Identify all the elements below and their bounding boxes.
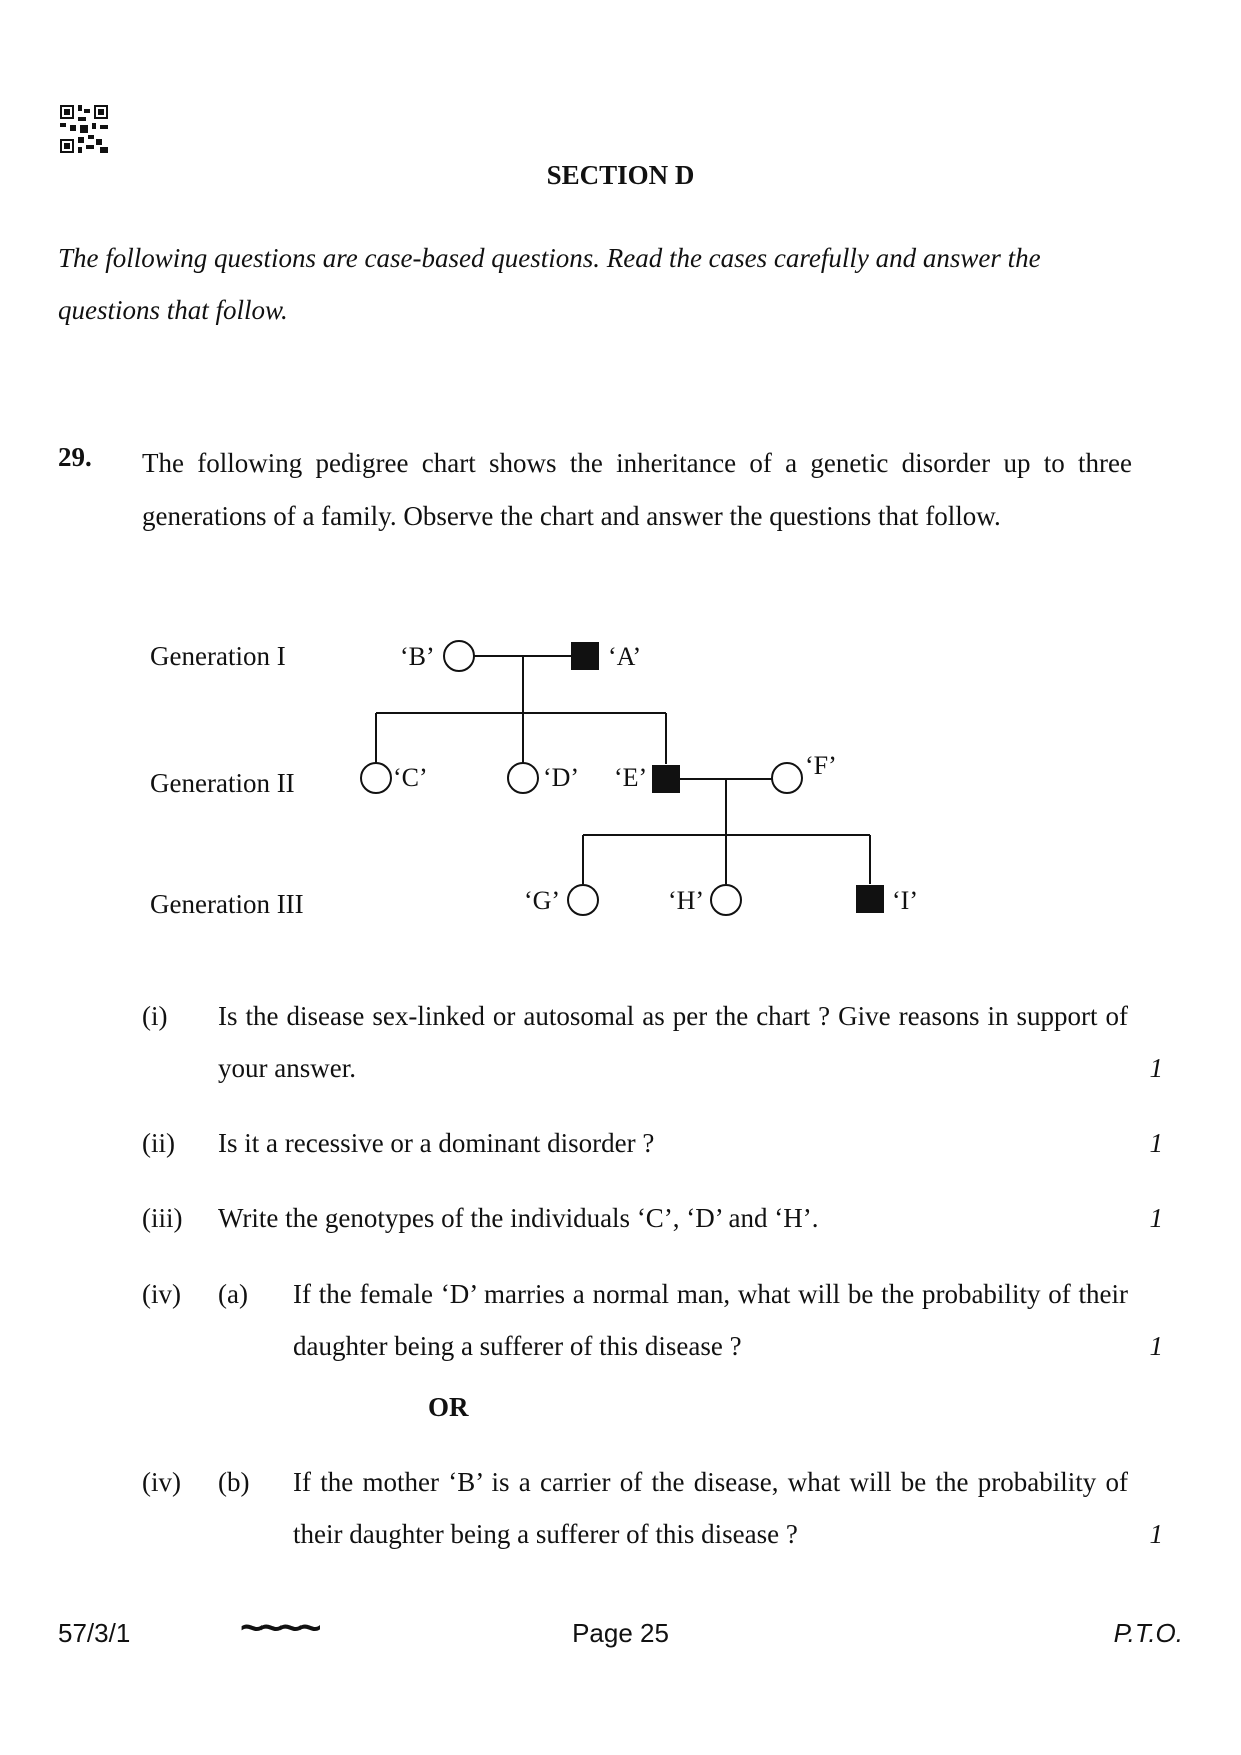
subquestion-ii bbox=[0, 1117, 1241, 1172]
individual-d-female-unaffected bbox=[508, 763, 538, 793]
generation-3-label: Generation III bbox=[150, 889, 304, 919]
label-e: ‘E’ bbox=[614, 763, 648, 792]
subquestion-marks: 1 bbox=[1149, 1053, 1163, 1083]
subquestion-label: (ii) bbox=[142, 1128, 175, 1158]
individual-b-female-unaffected bbox=[444, 641, 474, 671]
subquestion-text: Write the genotypes of the individuals ‘C’, ‘D’ and ‘H’. bbox=[218, 1203, 819, 1233]
section-title: SECTION D bbox=[546, 160, 695, 190]
subquestion-text: If the mother ‘B’ is a carrier of the disease, what will be the probability of their daughter being a sufferer of this disease ? bbox=[293, 1467, 1128, 1549]
subquestion-label: (iii) bbox=[142, 1203, 183, 1233]
or-separator: OR bbox=[428, 1392, 469, 1422]
label-b: ‘B’ bbox=[400, 642, 435, 671]
paper-code: 57/3/1 bbox=[58, 1618, 131, 1648]
generation-1-label: Generation I bbox=[150, 641, 286, 671]
subquestion-text: If the female ‘D’ marries a normal man, what will be the probability of their daughter being a sufferer of this disease ? bbox=[293, 1279, 1128, 1361]
subquestion-text: Is the disease sex-linked or autosomal as per the chart ? Give reasons in support of your answer. bbox=[218, 1001, 1128, 1083]
individual-g-female-unaffected bbox=[568, 885, 598, 915]
individual-i-male-affected bbox=[856, 885, 884, 913]
subquestion-sublabel: (a) bbox=[218, 1279, 248, 1309]
subquestion-text: Is it a recessive or a dominant disorder ? bbox=[218, 1128, 655, 1158]
question-number: 29. bbox=[58, 442, 92, 472]
label-d: ‘D’ bbox=[543, 763, 580, 792]
subquestion-label: (i) bbox=[142, 1001, 168, 1031]
individual-h-female-unaffected bbox=[711, 885, 741, 915]
subquestion-marks: 1 bbox=[1149, 1519, 1163, 1549]
individual-a-male-affected bbox=[571, 642, 599, 670]
pto-label: P.T.O. bbox=[1113, 1618, 1183, 1648]
label-a: ‘A’ bbox=[608, 642, 642, 671]
section-instructions: The following questions are case-based questions. Read the cases carefully and answer the questions that follow. bbox=[58, 243, 1041, 325]
footer-decoration: ~~~~ bbox=[240, 1606, 318, 1650]
subquestion-iv-a bbox=[0, 1268, 1241, 1378]
individual-c-female-unaffected bbox=[361, 763, 391, 793]
subquestion-i bbox=[0, 990, 1241, 1100]
page-number: Page 25 bbox=[572, 1618, 669, 1648]
individual-e-male-affected bbox=[652, 765, 680, 793]
subquestion-iv-b bbox=[0, 1456, 1241, 1566]
question-text: The following pedigree chart shows the inheritance of a genetic disorder up to three generations of a family. Observe the chart and answer the questions that follow. bbox=[142, 448, 1132, 531]
pedigree-chart bbox=[140, 620, 960, 950]
individual-f-female-unaffected bbox=[772, 763, 802, 793]
subquestion-label: (iv) bbox=[142, 1467, 181, 1497]
label-h: ‘H’ bbox=[668, 886, 705, 915]
qr-code-icon bbox=[60, 105, 108, 153]
generation-2-label: Generation II bbox=[150, 768, 295, 798]
subquestion-marks: 1 bbox=[1149, 1331, 1163, 1361]
subquestion-marks: 1 bbox=[1149, 1203, 1163, 1233]
label-f: ‘F’ bbox=[805, 751, 837, 780]
label-c: ‘C’ bbox=[393, 763, 428, 792]
subquestion-label: (iv) bbox=[142, 1279, 181, 1309]
label-i: ‘I’ bbox=[892, 886, 918, 915]
subquestion-marks: 1 bbox=[1149, 1128, 1163, 1158]
label-g: ‘G’ bbox=[524, 886, 561, 915]
subquestion-iii bbox=[0, 1192, 1241, 1247]
subquestion-sublabel: (b) bbox=[218, 1467, 250, 1497]
